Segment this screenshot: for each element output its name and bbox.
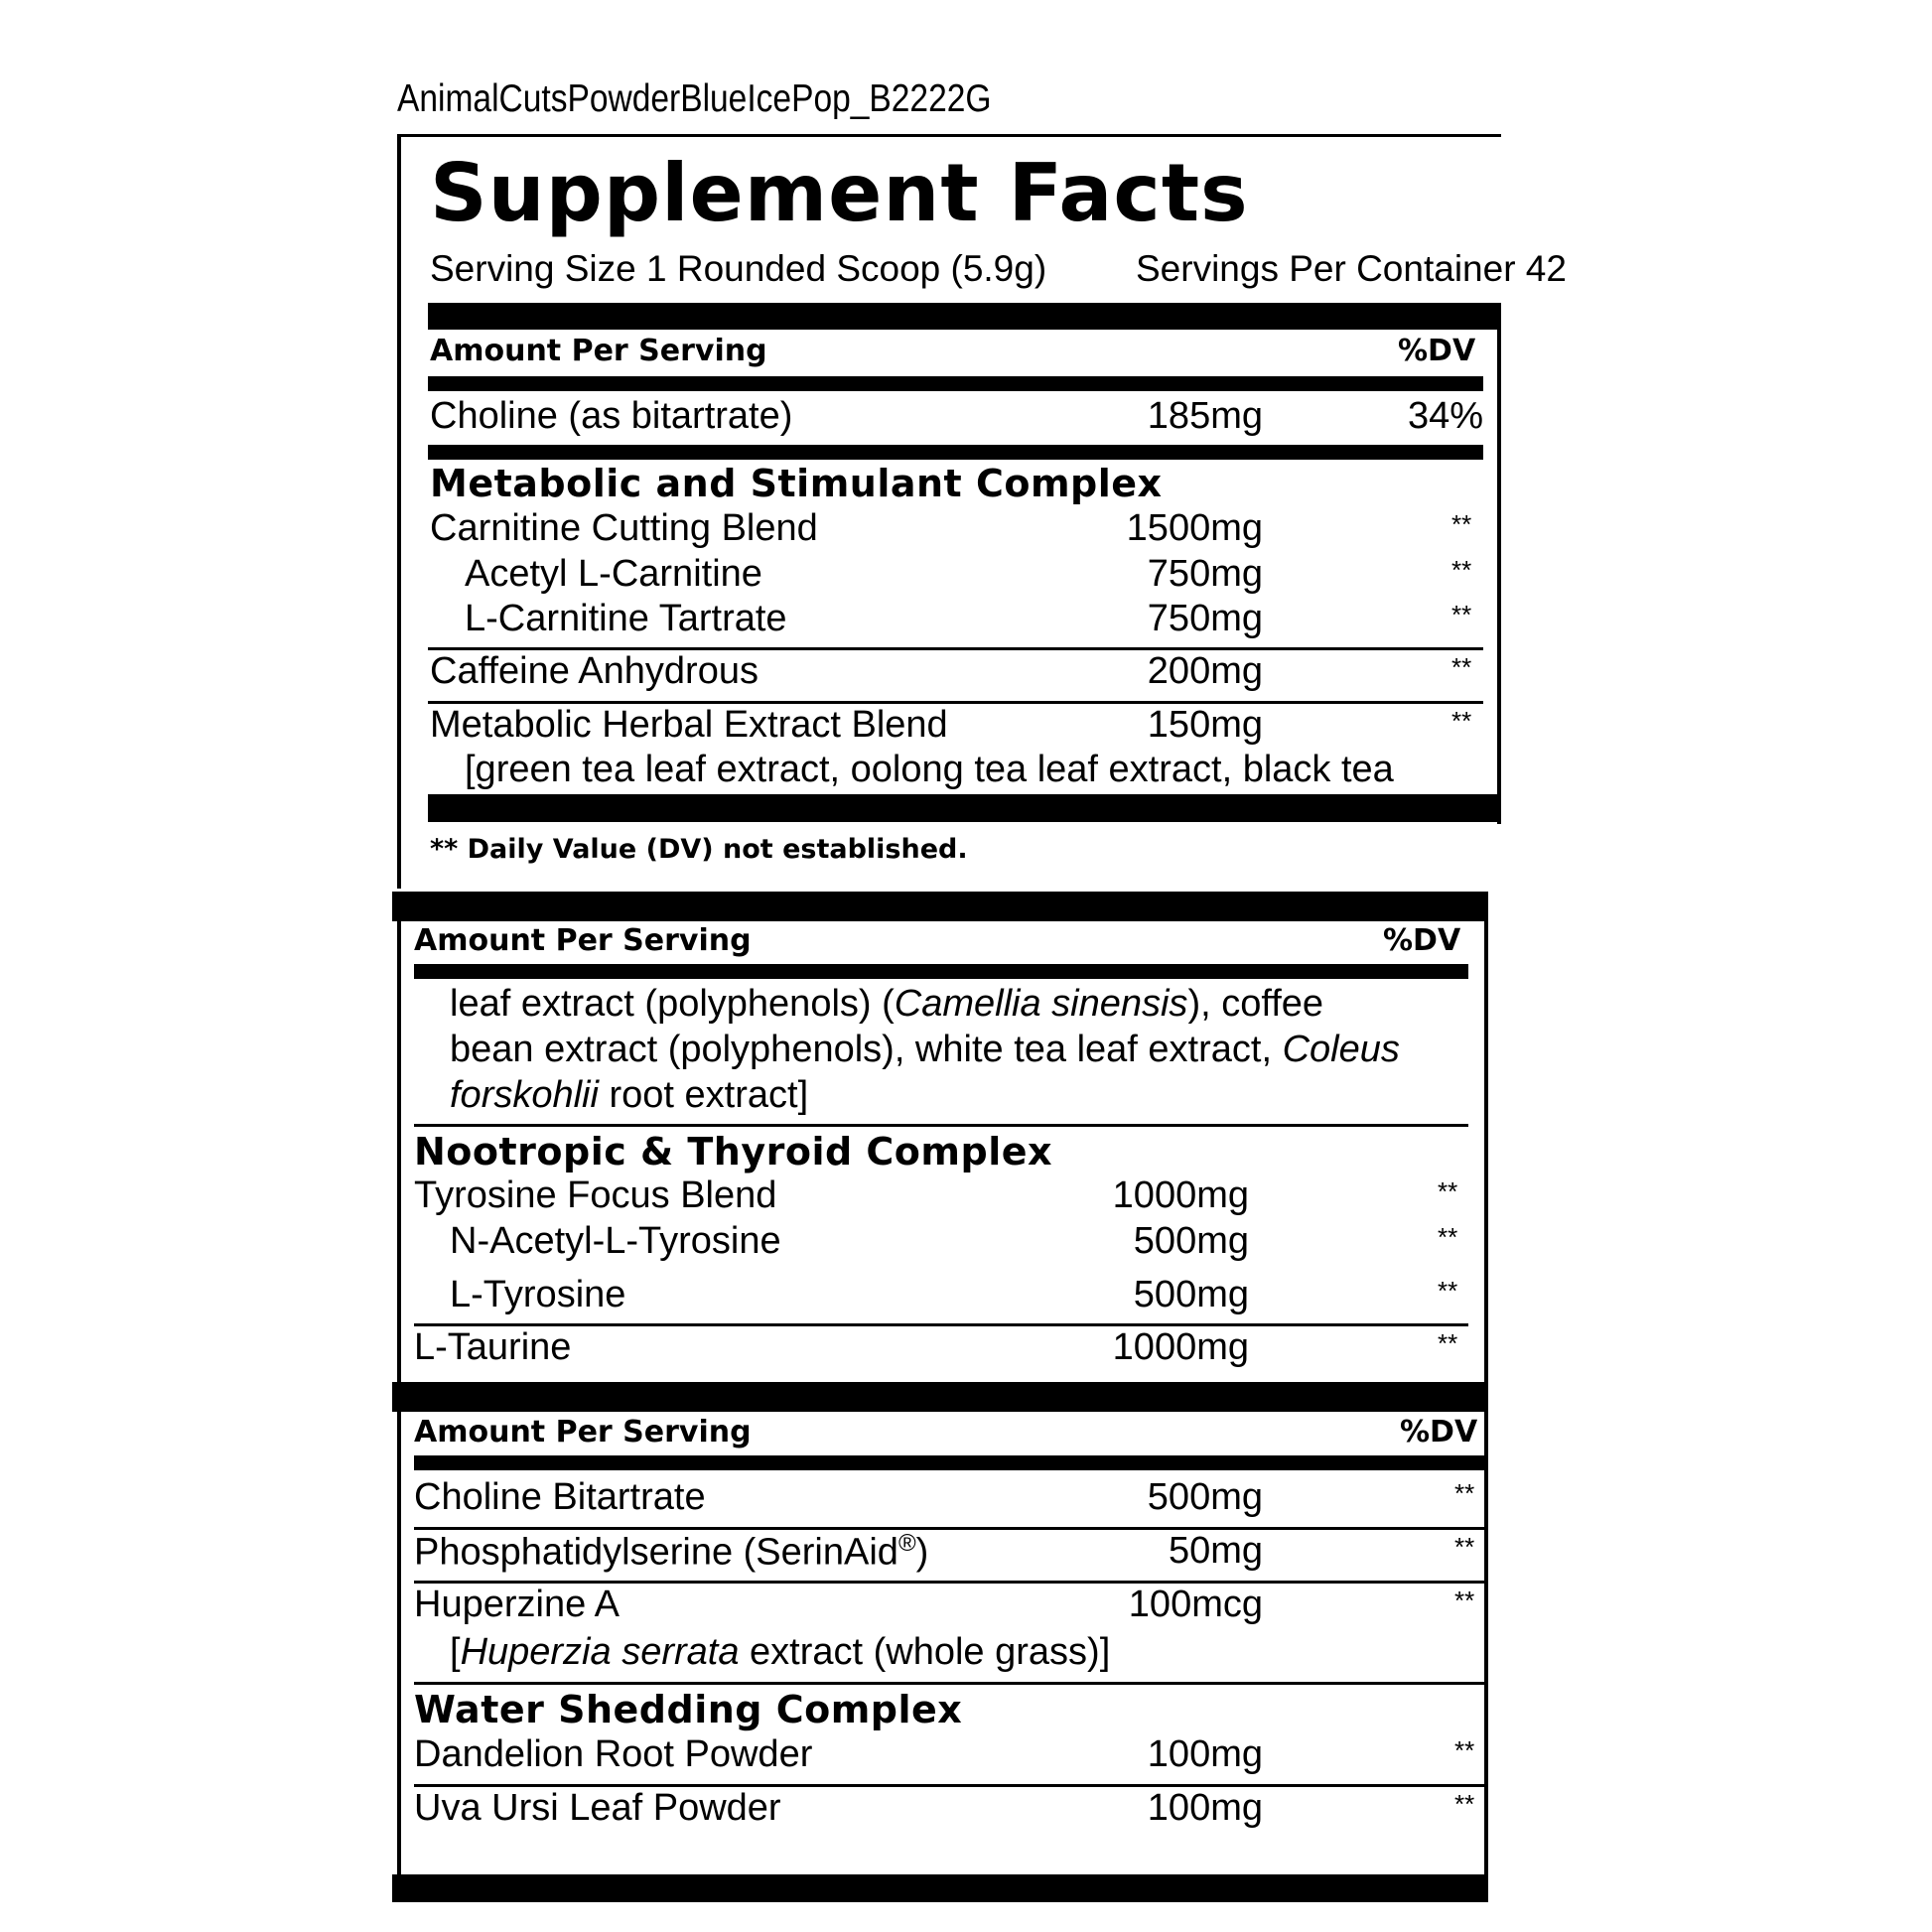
ingredient-amount: 1500mg: [1126, 507, 1263, 549]
dv-not-established: **: [1451, 600, 1472, 629]
rule: [414, 1455, 1486, 1470]
servings-per-container: Servings Per Container 42: [1136, 248, 1567, 289]
ingredient-amount: 750mg: [1147, 553, 1263, 595]
rule: [428, 376, 1483, 391]
thick-rule: [428, 303, 1501, 330]
nutrient-amount: 185mg: [1147, 395, 1263, 437]
herbal-blend-contents-continued: bean extract (polyphenols), white tea leaf extract, Coleus: [450, 1029, 1400, 1070]
ingredient-amount: 500mg: [1133, 1220, 1249, 1262]
serving-size: Serving Size 1 Rounded Scoop (5.9g): [430, 248, 1047, 289]
ingredient-name: Metabolic Herbal Extract Blend: [430, 704, 948, 746]
nutrient-name: Choline (as bitartrate): [430, 395, 793, 437]
registered-mark: ®: [897, 1530, 916, 1557]
ingredient-name: Tyrosine Focus Blend: [414, 1174, 777, 1216]
ingredient-name: Dandelion Root Powder: [414, 1733, 813, 1775]
thick-rule: [392, 1874, 1488, 1902]
ingredient-amount: 1000mg: [1112, 1174, 1249, 1216]
ingredient-amount: 500mg: [1147, 1476, 1263, 1518]
dv-not-established: **: [1454, 1735, 1475, 1765]
thick-rule: [392, 892, 1488, 921]
ingredient-amount: 200mg: [1147, 650, 1263, 692]
ingredient-amount: 750mg: [1147, 598, 1263, 639]
panel-2-right-border: [1484, 892, 1488, 1388]
amount-per-serving-header: Amount Per Serving: [430, 334, 767, 368]
ingredient-name: Acetyl L-Carnitine: [465, 553, 762, 595]
ingredient-name: N-Acetyl-L-Tyrosine: [450, 1220, 781, 1262]
ingredient-name: Choline Bitartrate: [414, 1476, 706, 1518]
dv-not-established: **: [1454, 1789, 1475, 1819]
thick-rule: [428, 794, 1501, 822]
ingredient-amount: 50mg: [1168, 1530, 1263, 1572]
panel-1-top-border: [397, 134, 1501, 137]
section-heading: Water Shedding Complex: [414, 1688, 963, 1731]
thick-rule: [392, 1382, 1488, 1412]
ingredient-name: Caffeine Anhydrous: [430, 650, 759, 692]
ingredient-amount: 500mg: [1133, 1274, 1249, 1315]
herbal-blend-contents-continued: leaf extract (polyphenols) (Camellia sinensis), coffee: [450, 983, 1324, 1025]
thin-rule: [414, 1323, 1468, 1326]
ingredient-name: Uva Ursi Leaf Powder: [414, 1787, 781, 1829]
ingredient-amount: 100mg: [1147, 1787, 1263, 1829]
dv-not-established: **: [1454, 1532, 1475, 1562]
dv-header: %DV: [1398, 334, 1476, 368]
section-heading: Metabolic and Stimulant Complex: [430, 462, 1163, 505]
footnote: ** Daily Value (DV) not established.: [430, 834, 968, 865]
ingredient-name: L-Carnitine Tartrate: [465, 598, 787, 639]
page-title: Supplement Facts: [430, 147, 1249, 239]
dv-not-established: **: [1451, 706, 1472, 736]
ingredient-name: L-Taurine: [414, 1326, 572, 1368]
dv-header: %DV: [1400, 1415, 1478, 1449]
ingredient-amount: 100mcg: [1128, 1584, 1263, 1625]
panel-3-left-border: [397, 1382, 401, 1898]
dv-not-established: **: [1451, 555, 1472, 585]
thin-rule: [414, 1682, 1486, 1685]
panel-1-right-border: [1497, 303, 1501, 824]
dv-not-established: **: [1454, 1478, 1475, 1508]
ingredient-name: Huperzine A: [414, 1584, 621, 1625]
dv-header: %DV: [1383, 923, 1461, 958]
ingredient-amount: 100mg: [1147, 1733, 1263, 1775]
dv-not-established: **: [1438, 1328, 1458, 1358]
ingredient-name: Phosphatidylserine (SerinAid®): [414, 1530, 929, 1574]
dv-not-established: **: [1454, 1586, 1475, 1615]
dv-not-established: **: [1451, 509, 1472, 539]
dv-not-established: **: [1438, 1176, 1458, 1206]
herbal-blend-contents-continued: forskohlii root extract]: [450, 1074, 809, 1116]
ingredient-name: L-Tyrosine: [450, 1274, 626, 1315]
amount-per-serving-header: Amount Per Serving: [414, 923, 752, 958]
huperzine-source: [Huperzia serrata extract (whole grass)]: [450, 1631, 1111, 1673]
ingredient-name: Carnitine Cutting Blend: [430, 507, 818, 549]
thin-rule: [414, 1124, 1468, 1127]
dv-not-established: **: [1438, 1276, 1458, 1306]
file-name-label: AnimalCutsPowderBlueIcePop_B2222G: [397, 77, 992, 120]
ingredient-amount: 1000mg: [1112, 1326, 1249, 1368]
ingredient-amount: 150mg: [1147, 704, 1263, 746]
amount-per-serving-header: Amount Per Serving: [414, 1415, 752, 1449]
section-heading: Nootropic & Thyroid Complex: [414, 1130, 1053, 1173]
dv-not-established: **: [1451, 652, 1472, 682]
rule: [428, 445, 1483, 460]
panel-2-left-border: [397, 892, 401, 1388]
herbal-blend-contents: [green tea leaf extract, oolong tea leaf extract, black tea: [465, 749, 1394, 790]
panel-1-left-border: [397, 134, 401, 889]
dv-not-established: **: [1438, 1222, 1458, 1252]
rule: [414, 964, 1468, 979]
nutrient-dv: 34%: [1407, 395, 1483, 437]
